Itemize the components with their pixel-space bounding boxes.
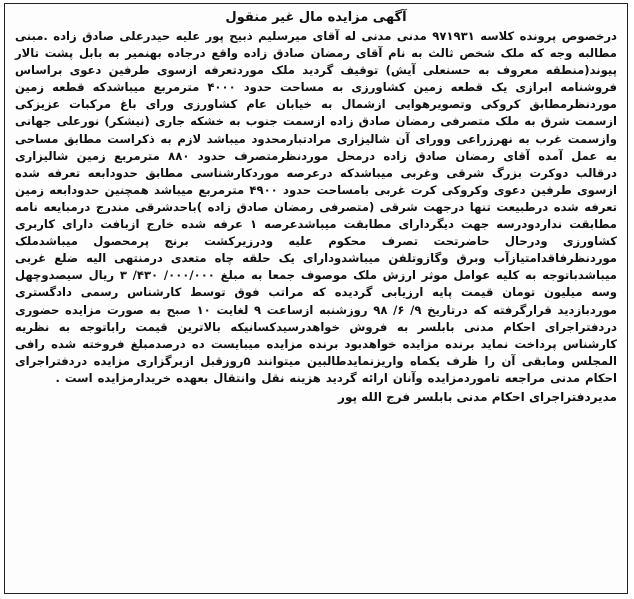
notice-title: آگهی مزایده مال غیر منقول bbox=[225, 10, 407, 25]
notice-frame bbox=[4, 3, 628, 594]
notice-body: درخصوص پرونده کلاسه ۹۷۱۹۳۱ مدنی مدنی له آقای میرسلیم ذبیح پور علیه حیدرعلی صادق زاده .مبنی مطالبه وجه که ملک شخص ثالث به نام آقای رمضان صادق زاده واقع درجاده بهنمیر به بابل پشت تالار پیوند(منطقه معروف به حسنعلی آیش) توقیف گردید ملک موردتعرفه ازسوی طرفین دعوی براساس فروشنامه ابرازی یک قطعه زمین کشاورزی به مساحت حدود ۴۰۰۰ مترمربع میباشدکه قطعه زمین موردنظرمطابق کروکی وتصویرهوایی ازشمال به خیابان عام کشاورزی ورای باغ مرکبات عزیزکی ازسمت شرق به ملک متصرفی رمضان صادق زاده ازسمت جنوب به خشکه جاری (نیشکر) نورعلی جهانی وازسمت غرب به نهرزراعی وورای آن شالیزاری مرادتبارمحدود میباشد لازم به ذکراست مطابق مساحی به عمل آمده آقای رمضان صادق زاده درمحل موردنظرمتصرف حدود ۸۸۰ مترمربع زمین شالیزاری درقالب دوکرت بزرگ شرقی وغربی میباشدکه درعرصه موردکارشناسی مطابق حدودابعه تعرفه شده ازسوی طرفین دعوی وکروکی کرت غربی بامساحت حدود ۴۹۰۰ مترمربع میباشد همچنین حدودابعه زمین تعرفه شده درطبیعت تنها درجهت شرقی (متصرفی رمضان صادق زاده )باحدشرقی مندرج درمبایعه نامه مطابقت نداردودرسه جهت دیگردارای مطابقت میباشدعرصه ۱ عرفه شده خارج ازبافت دارای کاربری کشاورزی ودرحال حاضرتحت تصرف محکوم علیه ودرزیرکشت برنج پرمحصول میباشدملک موردنظرفاقدامتیازآب وبرق وگازوتلفن میباشدودارای یک حلقه چاه متعدی درمنتهی الیه ضلع غربی میباشدباتوجه به کلیه عوامل موثر ارزش ملک موصوف جمعا به مبلغ ۰۰۰/۰۰۰/ ۴۳۰/ ۳ ریال سیصدوچهل وسه میلیون تومان قیمت پایه ارزیابی گردیده که مراتب فوق توسط کارشناس رسمی دادگستری موردبازدید قرارگرفته که درتاریخ ۹/ ۶/ ۹۸ روزشنبه ازساعت ۹ لغایت ۱۰ صبح به صورت مزایده حضوری دردفتراجرای احکام مدنی بابلسر به فروش خواهدرسیدکسانیکه بالاترین قیمت راباتوجه به نظریه کارشناس پرداخت نماید برنده مزایده خواهدبود برنده مزایده میبایست ده درصدمبلغ فروخته شده رافی المجلس ومابقی آن را ظرف یکماه واریزنمایدطالبین میتوانند ۵روزقبل ازبرگزاری مزایده دردفتراجرای احکام مدنی مراجعه تاموردمزایده وآنان ارائه گردید هزینه نقل وانتقال بعهده خریدارمزایده است . bbox=[15, 29, 618, 385]
notice-signature: مدیردفتراجرای احکام مدنی بابلسر فرج الله پور bbox=[338, 389, 617, 404]
